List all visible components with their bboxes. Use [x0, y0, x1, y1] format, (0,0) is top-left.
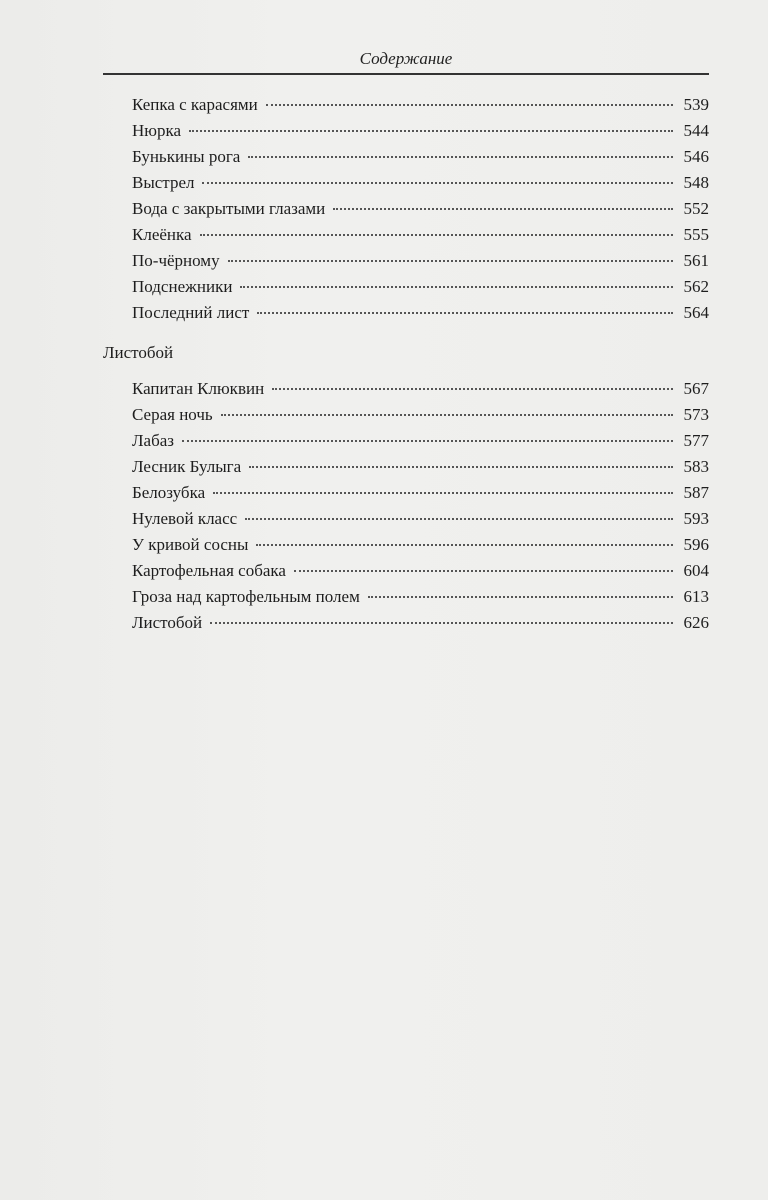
- toc-entry-title: Вода с закрытыми глазами: [132, 199, 326, 218]
- toc-entry-page: 587: [683, 483, 709, 502]
- toc-entry: [103, 610, 709, 636]
- toc-entry: [103, 118, 709, 144]
- dot-leader: [257, 312, 673, 314]
- dot-leader: [248, 156, 673, 158]
- dot-leader: [240, 286, 673, 288]
- toc-entry-title: Кепка с карасями: [132, 95, 258, 114]
- toc-entry: [103, 222, 709, 248]
- dot-leader: [245, 518, 673, 520]
- toc-entry: [103, 428, 709, 454]
- dot-leader: [228, 260, 673, 262]
- toc-entry-title: Капитан Клюквин: [132, 379, 265, 398]
- toc-entry-title: Серая ночь: [132, 405, 213, 424]
- toc-entry-page: 573: [683, 405, 709, 424]
- toc-entry-page: 613: [683, 587, 709, 606]
- toc-entry-page: 626: [683, 613, 709, 632]
- dot-leader: [266, 104, 673, 106]
- dot-leader: [210, 622, 673, 624]
- toc-entry-title: У кривой сосны: [132, 535, 249, 554]
- toc-entry-title: Выстрел: [132, 173, 195, 192]
- toc-entry-page: 577: [683, 431, 709, 450]
- toc-entry: [103, 170, 709, 196]
- toc-entry: [103, 402, 709, 428]
- toc-group: [103, 376, 709, 636]
- dot-leader: [213, 492, 673, 494]
- toc-group: [103, 92, 709, 326]
- toc-entry: [103, 454, 709, 480]
- dot-leader: [221, 414, 673, 416]
- dot-leader: [256, 544, 673, 546]
- toc-entry-page: 539: [683, 95, 709, 114]
- toc-entry-title: Бунькины рога: [132, 147, 241, 166]
- toc-entry-title: Гроза над картофельным полем: [132, 587, 360, 606]
- dot-leader: [294, 570, 673, 572]
- table-of-contents: [103, 92, 709, 636]
- toc-entry: [103, 532, 709, 558]
- toc-entry-page: 562: [683, 277, 709, 296]
- toc-entry-title: Нулевой класс: [132, 509, 238, 528]
- toc-entry-page: 583: [683, 457, 709, 476]
- dot-leader: [333, 208, 673, 210]
- toc-entry-page: 552: [683, 199, 709, 218]
- toc-entry-page: 593: [683, 509, 709, 528]
- toc-entry: [103, 274, 709, 300]
- toc-section-title: Листобой: [103, 343, 174, 362]
- toc-entry-title: Белозубка: [132, 483, 206, 502]
- dot-leader: [189, 130, 673, 132]
- toc-entry: [103, 248, 709, 274]
- toc-entry: [103, 506, 709, 532]
- toc-entry-page: 546: [683, 147, 709, 166]
- dot-leader: [249, 466, 673, 468]
- dot-leader: [182, 440, 673, 442]
- toc-entry-title: Картофельная собака: [132, 561, 286, 580]
- toc-entry-page: 564: [683, 303, 709, 322]
- toc-entry-page: 548: [683, 173, 709, 192]
- toc-entry-page: 544: [683, 121, 709, 140]
- toc-entry-page: 604: [683, 561, 709, 580]
- toc-entry-title: Нюрка: [132, 121, 182, 140]
- toc-entry-title: Последний лист: [132, 303, 250, 322]
- dot-leader: [202, 182, 673, 184]
- toc-entry-page: 561: [683, 251, 709, 270]
- toc-entry-page: 567: [683, 379, 709, 398]
- dot-leader: [200, 234, 673, 236]
- dot-leader: [272, 388, 673, 390]
- toc-entry-page: 596: [683, 535, 709, 554]
- toc-entry: [103, 584, 709, 610]
- toc-entry: [103, 92, 709, 118]
- toc-entry: [103, 558, 709, 584]
- dot-leader: [368, 596, 673, 598]
- toc-entry: [103, 480, 709, 506]
- toc-entry: [103, 144, 709, 170]
- toc-entry-title: Клеёнка: [132, 225, 192, 244]
- toc-entry-title: Листобой: [132, 613, 203, 632]
- running-head: Содержание: [359, 49, 453, 68]
- toc-entry-title: Подснежники: [132, 277, 233, 296]
- toc-entry: [103, 376, 709, 402]
- toc-entry-title: Лабаз: [132, 431, 174, 450]
- toc-entry-title: По-чёрному: [132, 251, 220, 270]
- toc-entry: [103, 300, 709, 326]
- toc-entry-title: Лесник Булыга: [132, 457, 242, 476]
- toc-entry-page: 555: [683, 225, 709, 244]
- header-rule: [103, 73, 709, 75]
- toc-entry: [103, 196, 709, 222]
